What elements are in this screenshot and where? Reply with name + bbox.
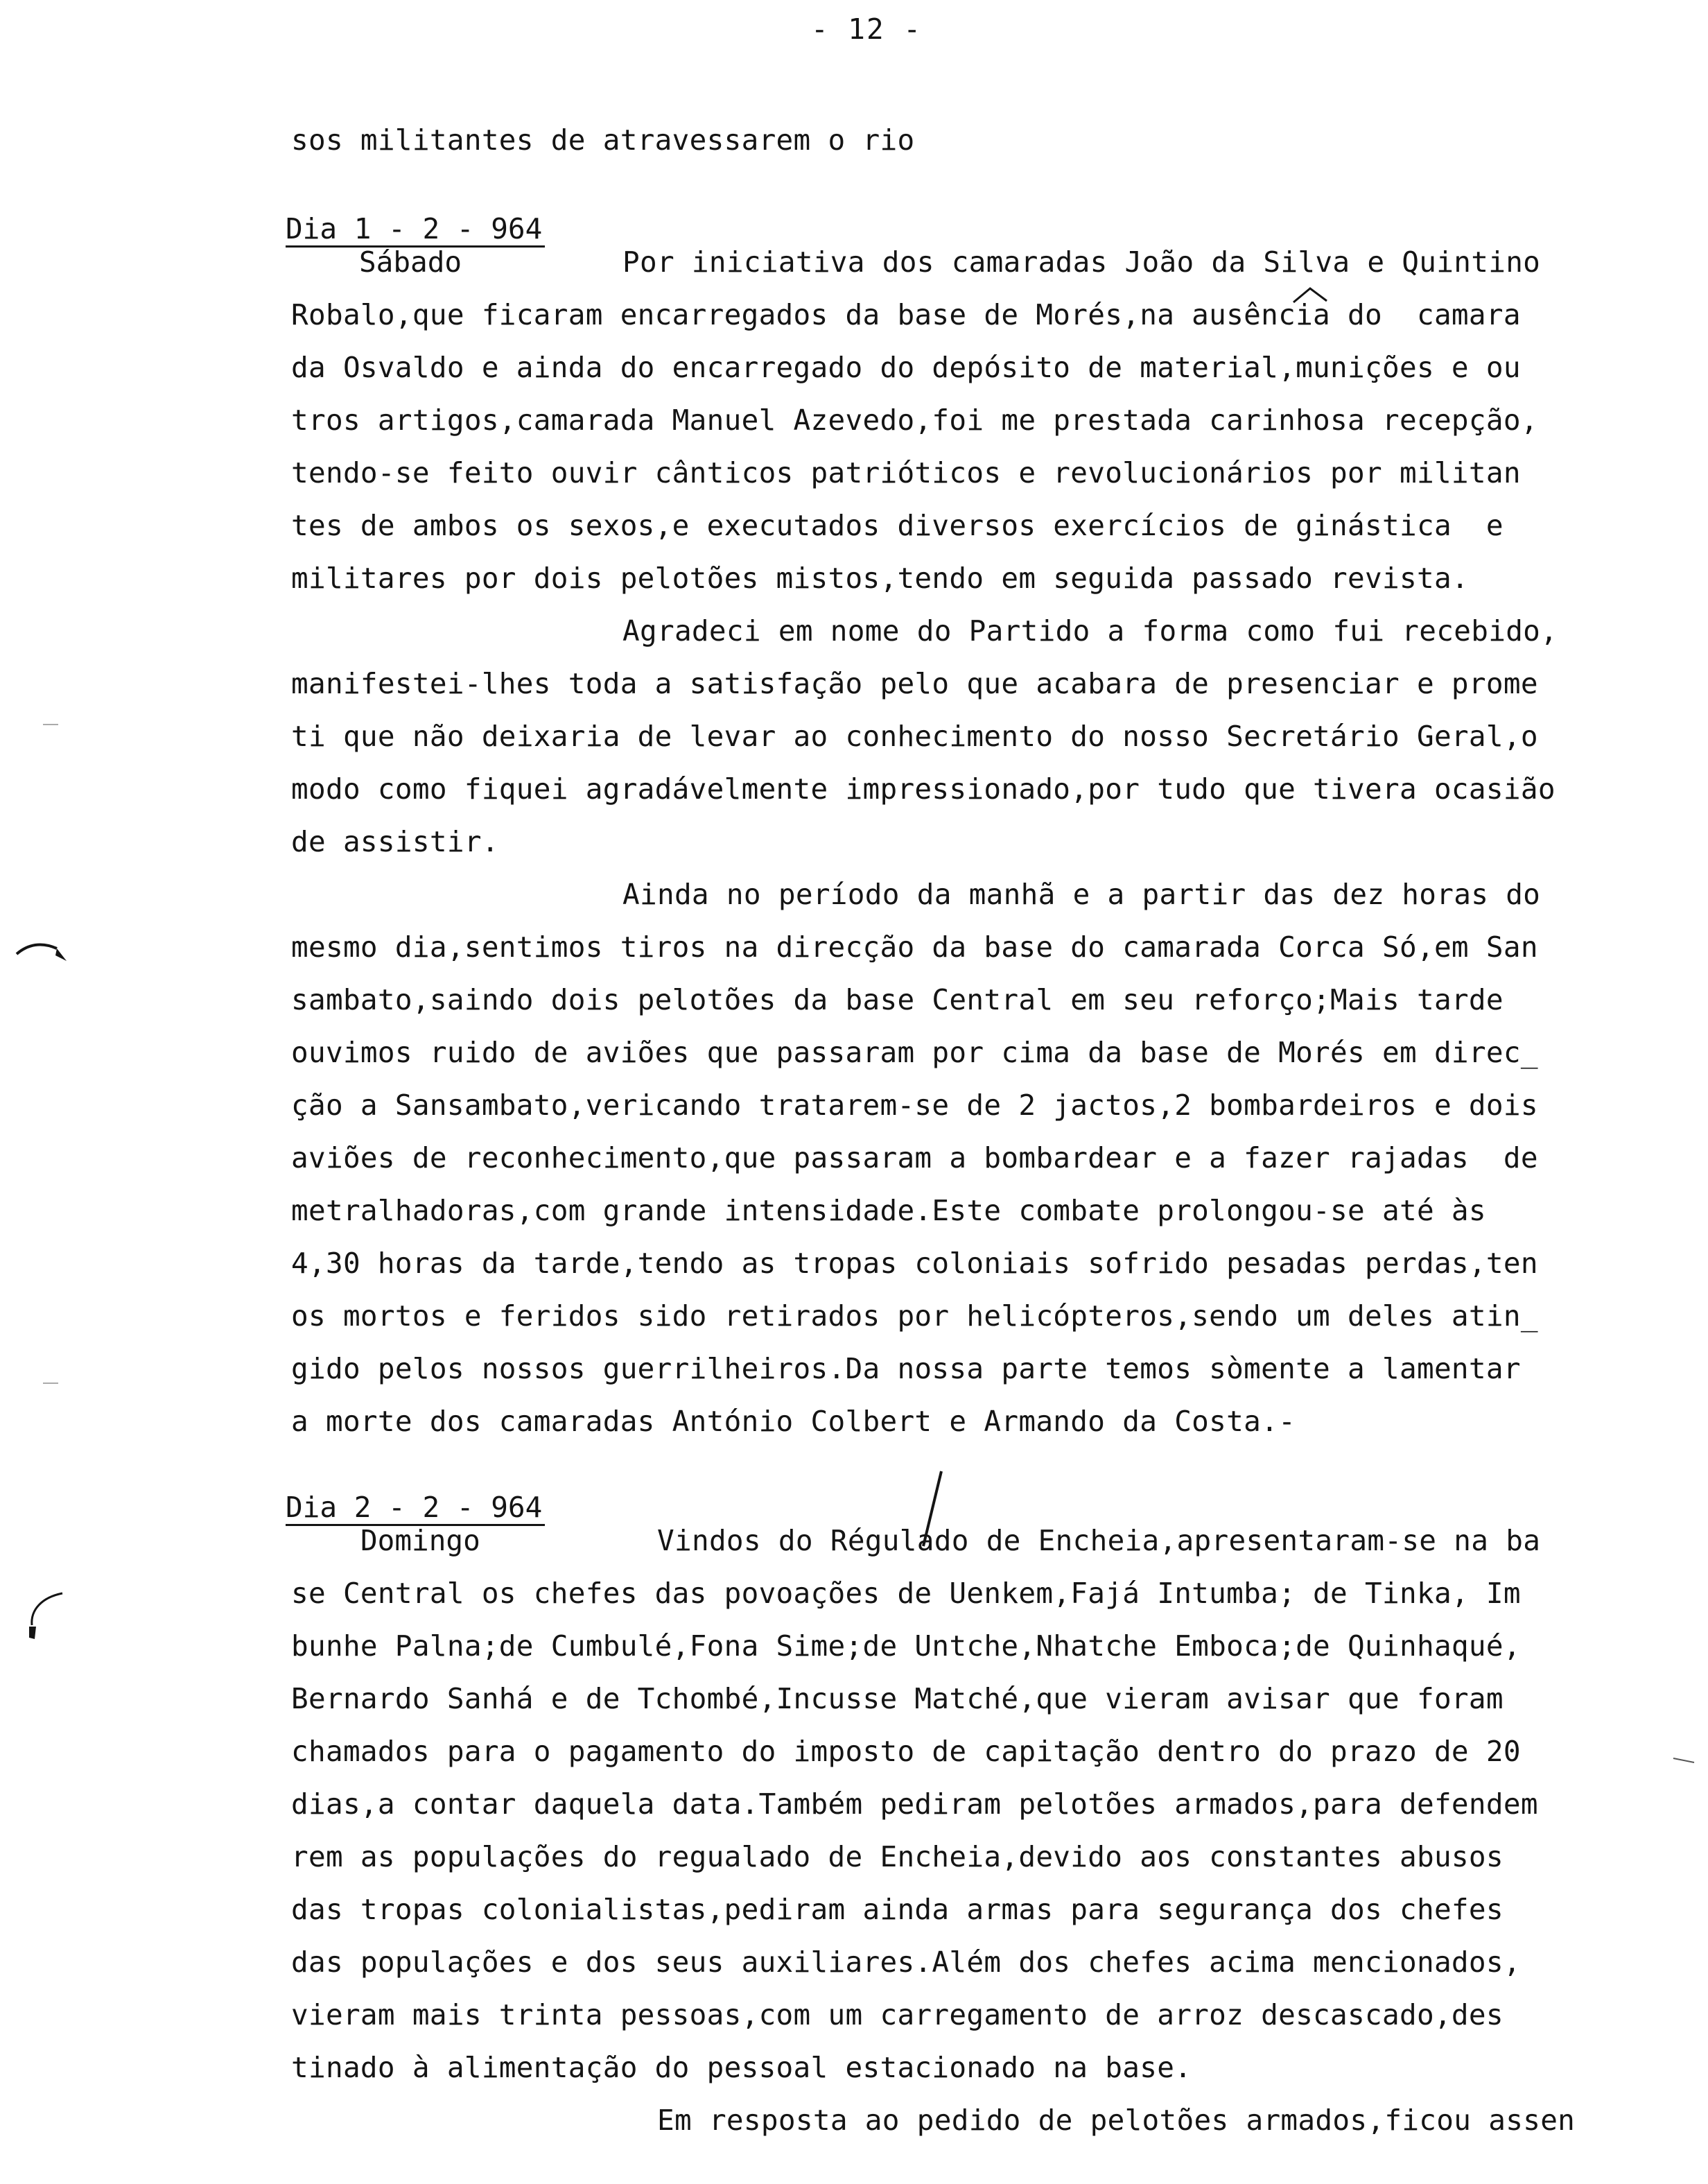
body-line: modo como fiquei agradávelmente impressionado,por tudo que tivera ocasião xyxy=(291,772,1556,806)
body-line: manifestei-lhes toda a satisfação pelo que acabara de presenciar e prome xyxy=(291,667,1538,700)
body-line: Ainda no período da manhã e a partir das dez horas do xyxy=(622,878,1541,911)
entry-date: Dia 2 - 2 - 964 xyxy=(286,1491,545,1526)
body-line: sambato,saindo dois pelotões da base Central em seu reforço;Mais tarde xyxy=(291,983,1504,1016)
body-line: ção a Sansambato,vericando tratarem-se de 2 jactos,2 bombardeiros e dois xyxy=(291,1089,1538,1122)
body-line: a morte dos camaradas António Colbert e Armando da Costa.- xyxy=(291,1405,1296,1438)
body-line: da Osvaldo e ainda do encarregado do depósito de material,munições e ou xyxy=(291,351,1521,384)
body-line: Por iniciativa dos camaradas João da Silva e Quintino xyxy=(622,245,1541,279)
body-line: aviões de reconhecimento,que passaram a bombardear e a fazer rajadas de xyxy=(291,1141,1538,1175)
page-number: - 12 - xyxy=(810,12,923,46)
body-line: ouvimos ruido de aviões que passaram por cima da base de Morés em direc_ xyxy=(291,1036,1538,1069)
body-line: das tropas colonialistas,pediram ainda armas para segurança dos chefes xyxy=(291,1893,1504,1926)
body-line: tros artigos,camarada Manuel Azevedo,foi me prestada carinhosa recepção, xyxy=(291,404,1538,437)
body-line: Em resposta ao pedido de pelotões armados,ficou assen xyxy=(657,2104,1576,2137)
body-line: tes de ambos os sexos,e executados diversos exercícios de ginástica e xyxy=(291,509,1504,542)
body-line: gido pelos nossos guerrilheiros.Da nossa parte temos sòmente a lamentar xyxy=(291,1352,1521,1385)
entry-weekday: Sábado xyxy=(359,245,462,279)
body-line: metralhadoras,com grande intensidade.Este combate prolongou-se até às xyxy=(291,1194,1486,1227)
margin-dash-mark xyxy=(42,1380,62,1387)
body-line: chamados para o pagamento do imposto de capitação dentro do prazo de 20 xyxy=(291,1735,1521,1768)
margin-hole-mark xyxy=(21,1589,69,1652)
body-line: dias,a contar daquela data.Também pediram pelotões armados,para defendem xyxy=(291,1787,1538,1821)
body-line: das populações e dos seus auxiliares.Além dos chefes acima mencionados, xyxy=(291,1945,1521,1979)
margin-hole-mark xyxy=(14,935,69,983)
body-line: militares por dois pelotões mistos,tendo em seguida passado revista. xyxy=(291,562,1469,595)
body-line: os mortos e feridos sido retirados por helicópteros,sendo um deles atin_ xyxy=(291,1299,1538,1333)
body-line: Vindos do Régulado de Encheia,apresentaram-se na ba xyxy=(657,1524,1541,1557)
body-line: tendo-se feito ouvir cânticos patrióticos e revolucionários por militan xyxy=(291,456,1521,489)
body-line: bunhe Palna;de Cumbulé,Fona Sime;de Untche,Nhatche Emboca;de Quinhaqué, xyxy=(291,1629,1521,1663)
pen-stroke-mark xyxy=(915,1468,950,1552)
body-line: Robalo,que ficaram encarregados da base de Morés,na ausência do camara xyxy=(291,298,1521,331)
entry-date: Dia 1 - 2 - 964 xyxy=(286,212,545,248)
body-line: sos militantes de atravessarem o rio xyxy=(291,123,915,157)
margin-dash-mark xyxy=(42,721,62,728)
body-line: tinado à alimentação do pessoal estacionado na base. xyxy=(291,2051,1192,2084)
body-line: rem as populações do regualado de Encheia,devido aos constantes abusos xyxy=(291,1840,1504,1873)
body-line: vieram mais trinta pessoas,com um carregamento de arroz descascado,des xyxy=(291,1998,1504,2031)
entry-weekday: Domingo xyxy=(360,1524,480,1557)
body-line: Bernardo Sanhá e de Tchombé,Incusse Matché,que vieram avisar que foram xyxy=(291,1682,1504,1715)
body-line: 4,30 horas da tarde,tendo as tropas coloniais sofrido pesadas perdas,ten xyxy=(291,1247,1538,1280)
body-line: mesmo dia,sentimos tiros na direcção da base do camarada Corca Só,em San xyxy=(291,930,1538,964)
margin-dash-mark xyxy=(1671,1753,1698,1767)
body-line: se Central os chefes das povoações de Uenkem,Fajá Intumba; de Tinka, Im xyxy=(291,1577,1521,1610)
body-line: Agradeci em nome do Partido a forma como fui recebido, xyxy=(622,614,1558,648)
body-line: ti que não deixaria de levar ao conhecimento do nosso Secretário Geral,o xyxy=(291,720,1538,753)
body-line: de assistir. xyxy=(291,825,499,858)
accent-mark xyxy=(1289,284,1331,305)
